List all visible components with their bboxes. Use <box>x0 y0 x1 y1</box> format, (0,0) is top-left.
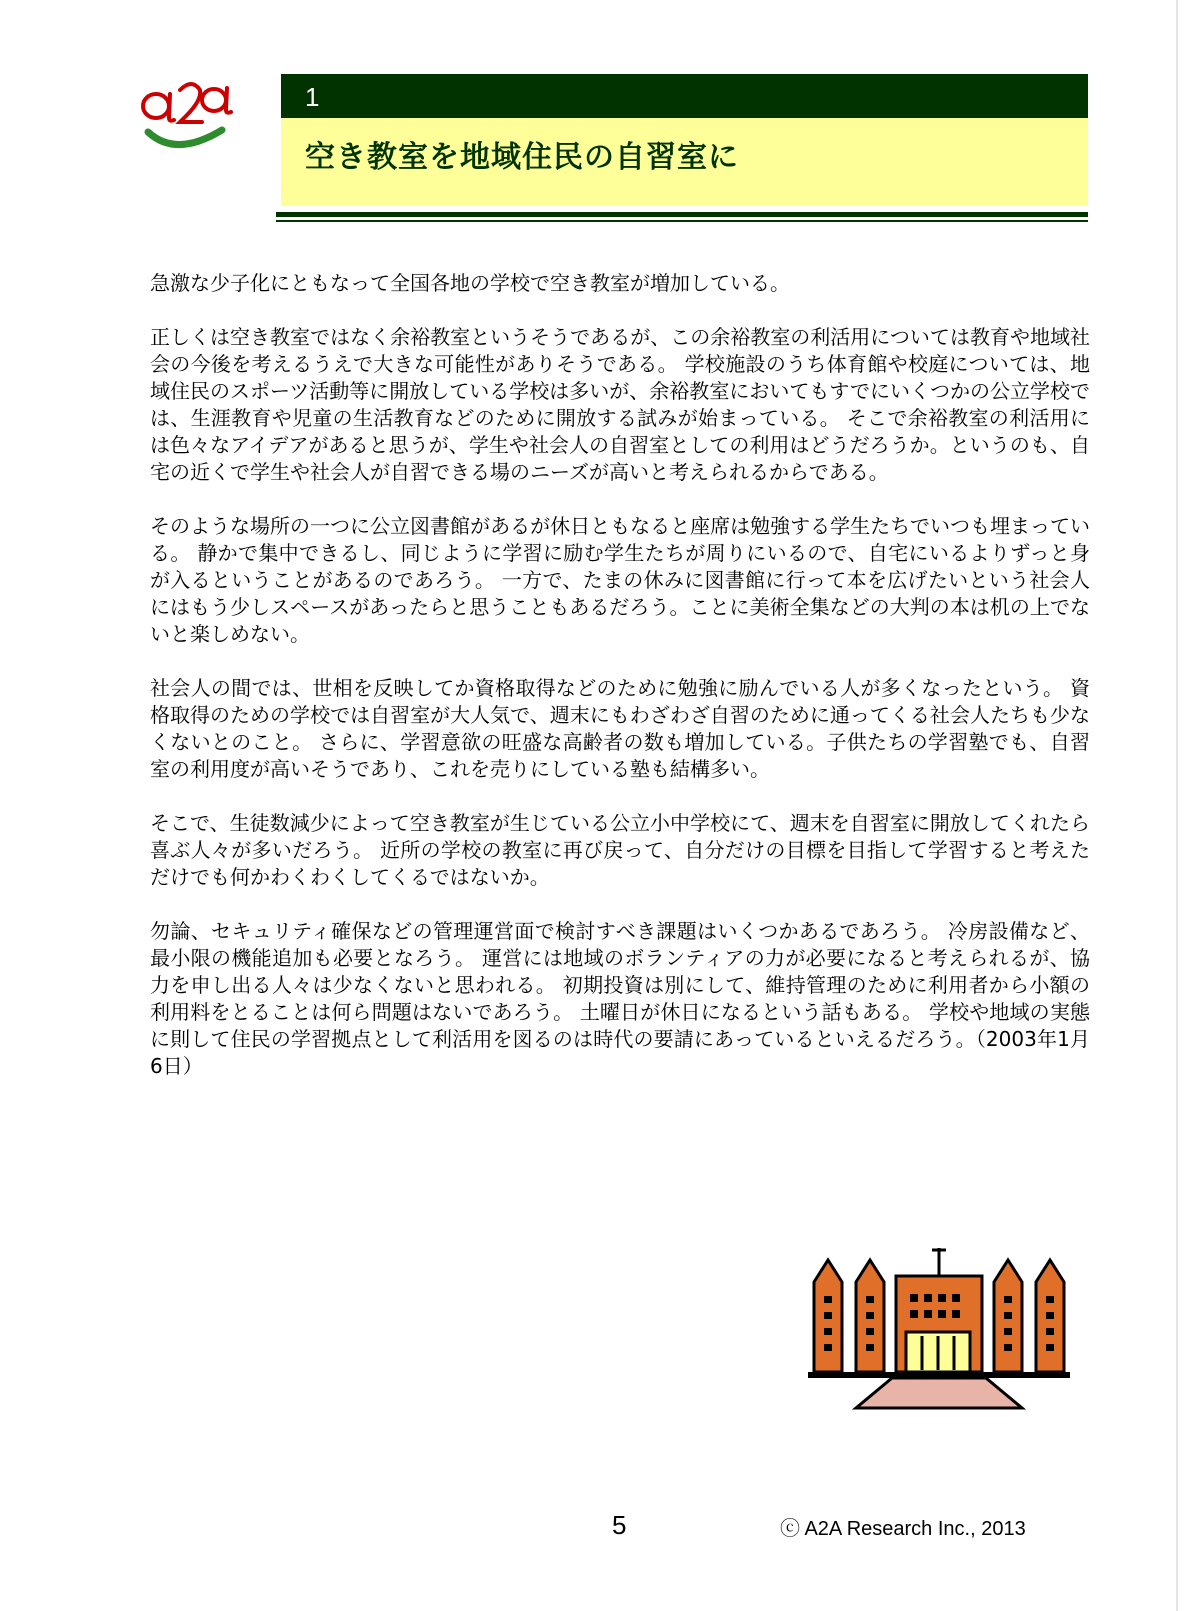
section-title-box <box>281 118 1088 206</box>
header-rule-thin <box>276 220 1088 222</box>
page-number: 5 <box>612 1510 627 1540</box>
section-title: 空き教室を地域住民の自習室に <box>305 140 739 175</box>
header-rule-thick <box>276 212 1088 217</box>
school-building-icon <box>808 1246 1070 1412</box>
a2a-logo <box>136 72 238 160</box>
paragraph: 正しくは空き教室ではなく余裕教室というそうであるが、この余裕教室の利活用については教育や地域社会の今後を考えるうえで大きな可能性がありそうである。 学校施設のうち体育館や校庭については、地域住民のスポーツ活動等に開放している学校は多いが、余裕教室においてもすでにいくつかの公立学校では、生涯教育や児童の生活教育などのために開放する試みが始まっている。 そこで余裕教室の利活用には色々なアイデアがあると思うが、学生や社会人の自習室としての利用はどうだろうか。というのも、自宅の近くで学生や社会人が自習できる場のニーズが高いと考えられるからである。 <box>150 325 1090 484</box>
paragraph: 急激な少子化にともなって全国各地の学校で空き教室が増加している。 <box>150 271 790 295</box>
copyright: ⓒ A2A Research Inc., 2013 <box>780 1518 1026 1540</box>
paragraph: そのような場所の一つに公立図書館があるが休日ともなると座席は勉強する学生たちでいつも埋まっている。 静かで集中できるし、同じように学習に励む学生たちが周りにいるので、自宅にいるよりずっと身が入るということがあるのであろう。 一方で、たまの休みに図書館に行って本を広げたいという社会人にはもう少しスペースがあったらと思うこともあるだろう。ことに美術全集などの大判の本は机の上でないと楽しめない。 <box>150 514 1090 646</box>
section-header-bar <box>281 74 1088 118</box>
paragraph: 社会人の間では、世相を反映してか資格取得などのために勉強に励んでいる人が多くなったという。 資格取得のための学校では自習室が大人気で、週末にもわざわざ自習のために通ってくる社会人たちも少なくないとのこと。 さらに、学習意欲の旺盛な高齢者の数も増加している。子供たちの学習塾でも、自習室の利用度が高いそうであり、これを売りにしている塾も結構多い。 <box>150 676 1090 781</box>
paragraph: 勿論、セキュリティ確保などの管理運営面で検討すべき課題はいくつかあるであろう。 冷房設備など、最小限の機能追加も必要となろう。 運営には地域のボランティアの力が必要になると考えられるが、協力を申し出る人々は少なくないと思われる。 初期投資は別にして、維持管理のために利用者から小額の利用料をとることは何ら問題はないであろう。 土曜日が休日になるという話もある。 学校や地域の実態に則して住民の学習拠点として利活用を図るのは時代の要請にあっているといえるだろう。（2003年1月6日） <box>150 919 1090 1078</box>
paragraph: そこで、生徒数減少によって空き教室が生じている公立小中学校にて、週末を自習室に開放してくれたら喜ぶ人々が多いだろう。 近所の学校の教室に再び戻って、自分だけの目標を目指して学習すると考えただけでも何かわくわくしてくるではないか。 <box>150 811 1090 889</box>
article-body <box>150 270 1090 1107</box>
section-number: 1 <box>305 82 320 112</box>
